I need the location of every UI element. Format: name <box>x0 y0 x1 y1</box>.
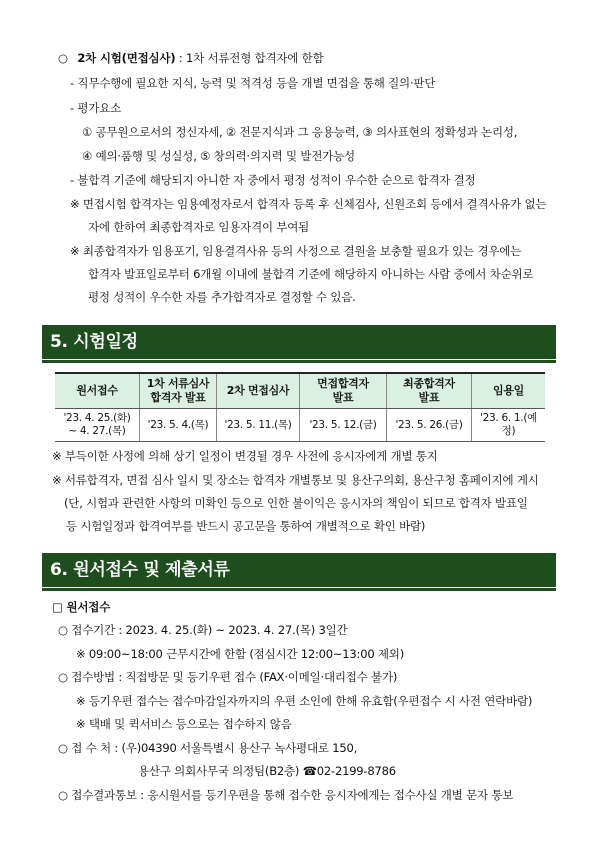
exam2-note-2c: 평정 성적이 우수한 자를 추가합격자로 결정할 수 있음. <box>88 290 356 304</box>
col-appointment: 임용일 <box>472 373 546 409</box>
exam2-line-1: - 직무수행에 필요한 지식, 능력 및 적격성 등을 개별 면접을 통해 질의·판단 <box>70 76 436 90</box>
cell-doc-result: '23. 5. 4.(목) <box>140 409 217 442</box>
application-place: ○ 접 수 처 : (우)04390 서울특별시 용산구 녹사평대로 150, <box>58 741 358 755</box>
col-application: 원서접수 <box>55 373 140 409</box>
exam2-line-5: - 불합격 기준에 해당되지 아니한 자 중에서 평정 성적이 우수한 순으로 합격자 결정 <box>70 173 476 187</box>
exam2-note-1a: ※ 면접시험 합격자는 임용예정자로서 합격자 등록 후 신체검사, 신원조회 등에서 결격사유가 없는 <box>70 197 547 211</box>
exam2-note-1b: 자에 한하여 최종합격자로 임용자격이 부여됨 <box>88 220 310 234</box>
schedule-note-2: ※ 서류합격자, 면접 심사 일시 및 장소는 합격자 개별통보 및 용산구의회, 용산구청 홈페이지에 게시 <box>52 473 539 487</box>
schedule-header-row <box>55 373 545 409</box>
application-mail-note: ※ 등기우편 접수는 접수마감일자까지의 우편 소인에 한해 유효함(우편접수 시 사전 연락바람) <box>76 694 533 708</box>
exam2-line-4: ④ 예의·품행 및 성실성, ⑤ 창의력·의지력 및 발전가능성 <box>82 149 355 163</box>
cell-appointment: '23. 6. 1.(예정) <box>472 409 546 442</box>
exam2-note-2b: 합격자 발표일로부터 6개월 이내에 불합격 기준에 해당하지 아니하는 사람 중에서 차순위로 <box>88 267 534 281</box>
section-5-title: 5. 시험일정 <box>50 332 138 352</box>
cell-interview: '23. 5. 11.(목) <box>217 409 300 442</box>
schedule-table <box>55 372 545 442</box>
schedule-row <box>55 409 545 442</box>
exam2-title: 2차 시험(면접심사) <box>77 51 176 65</box>
cell-application: '23. 4. 25.(화) ~ 4. 27.(목) <box>55 409 140 442</box>
col-interview: 2차 면접심사 <box>217 373 300 409</box>
section-6-underline <box>42 588 556 591</box>
application-courier-note: ※ 택배 및 퀵서비스 등으로는 접수하지 않음 <box>76 717 292 731</box>
application-period: ○ 접수기간 : 2023. 4. 25.(화) ~ 2023. 4. 27.(목) 3일간 <box>58 623 348 637</box>
exam2-note-2a: ※ 최종합격자가 임용포기, 임용결격사유 등의 사정으로 결원을 보충할 필요가 있는 경우에는 <box>70 244 522 258</box>
exam2-line-3: ① 공무원으로서의 정신자세, ② 전문지식과 그 응용능력, ③ 의사표현의 정확성과 논리성, <box>82 125 518 139</box>
col-final-result: 최종합격자 발표 <box>387 373 472 409</box>
section-5-header <box>42 325 556 359</box>
section-5-underline <box>42 360 556 363</box>
application-result-notice: ○ 접수결과통보 : 응시원서를 등기우편을 통해 접수한 응시자에게는 접수사실 개별 문자 통보 <box>58 788 514 802</box>
exam2-heading <box>58 50 323 66</box>
exam2-desc: : 1차 서류전형 합격자에 한함 <box>175 51 324 65</box>
exam2-line-2: - 평가요소 <box>70 101 122 115</box>
schedule-note-1: ※ 부득이한 사정에 의해 상기 일정이 변경될 경우 사전에 응시자에게 개별 통지 <box>52 449 438 463</box>
col-doc-result: 1차 서류심사 합격자 발표 <box>140 373 217 409</box>
cell-interview-result: '23. 5. 12.(금) <box>300 409 387 442</box>
schedule-note-4: 등 시험일정과 합격여부를 반드시 공고문을 통하여 개별적으로 확인 바람) <box>66 519 426 533</box>
section-6-title: 6. 원서접수 및 제출서류 <box>50 560 230 580</box>
schedule-note-3: (단, 시험과 관련한 사항의 미확인 등으로 인한 불이익은 응시자의 책임이 되므로 합격자 발표일 <box>64 496 528 510</box>
application-place-detail: 용산구 의회사무국 의정팀(B2층) ☎02-2199-8786 <box>138 764 396 778</box>
application-method: ○ 접수방법 : 직접방문 및 등기우편 접수 (FAX·이메일·대리접수 불가) <box>58 670 398 684</box>
col-interview-result: 면접합격자 발표 <box>300 373 387 409</box>
cell-final-result: '23. 5. 26.(금) <box>387 409 472 442</box>
application-hours-note: ※ 09:00~18:00 근무시간에 한함 (점심시간 12:00~13:00 제외) <box>76 647 404 661</box>
section-6-header <box>42 553 556 587</box>
application-subheading: □ 원서접수 <box>52 600 111 614</box>
circle-bullet: ○ <box>58 51 68 65</box>
